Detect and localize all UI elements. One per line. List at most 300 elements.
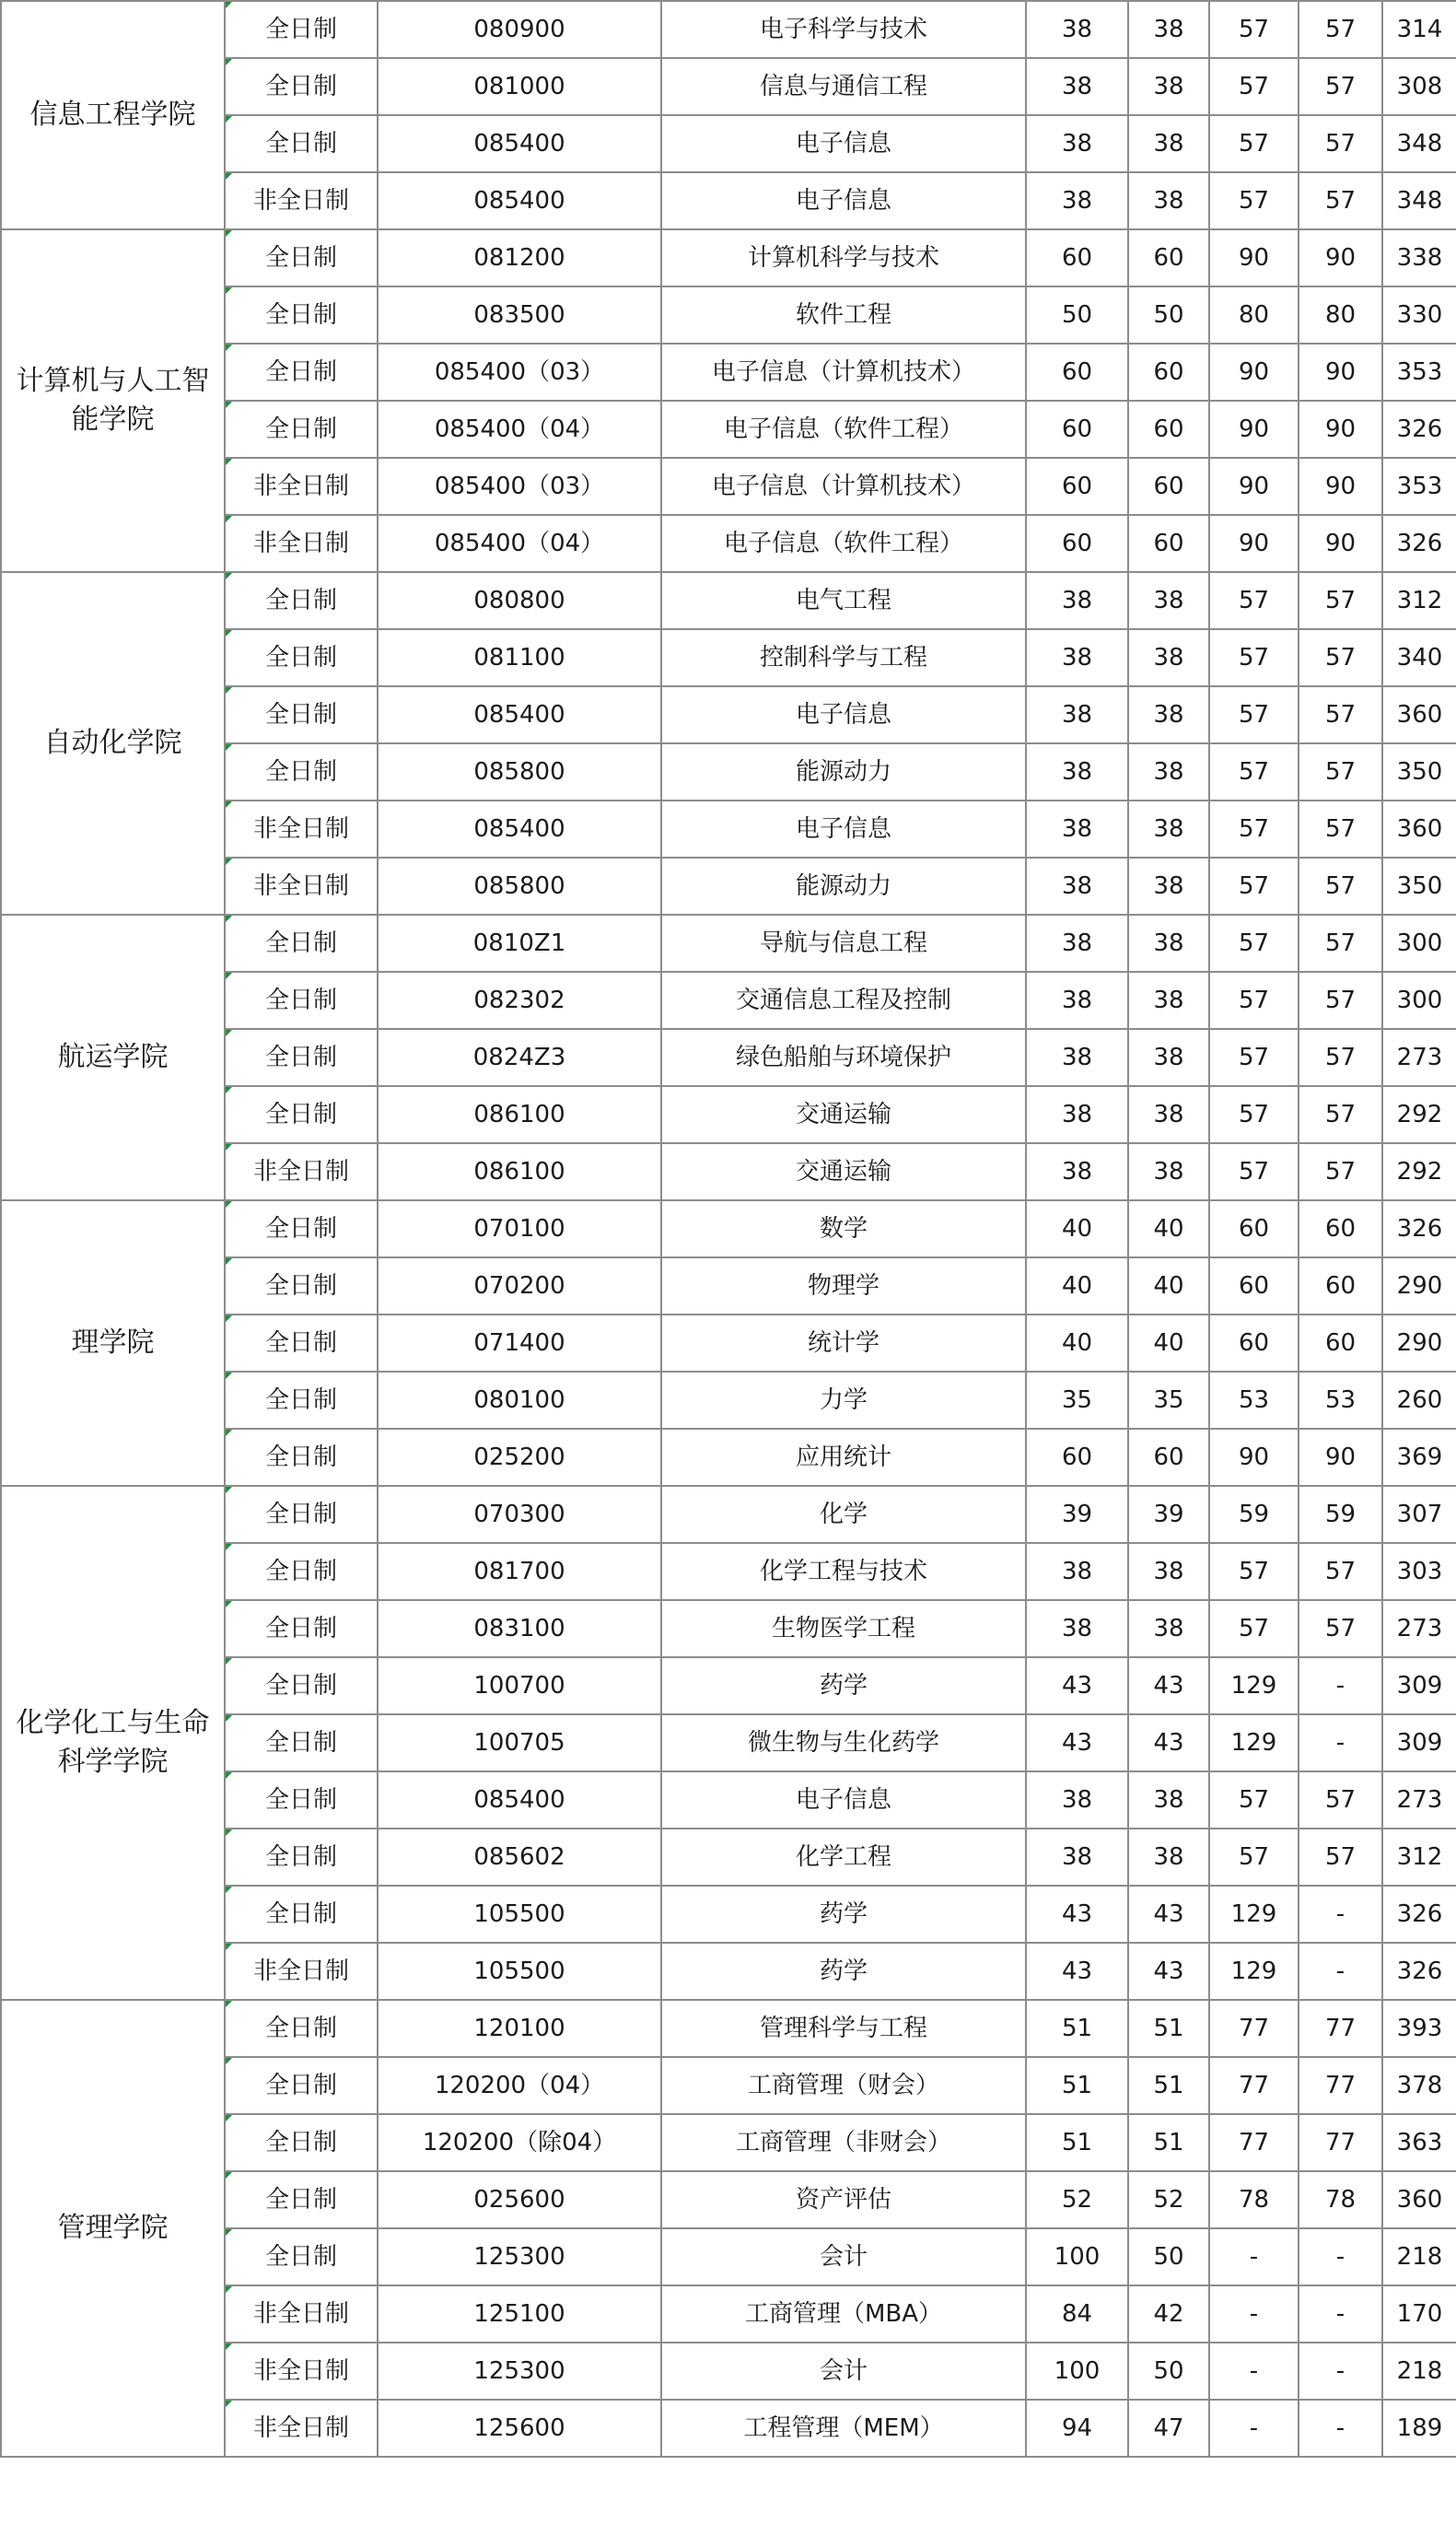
college-name-cell: 管理学院 <box>1 2000 225 2457</box>
score-1-cell: 100 <box>1026 2343 1128 2400</box>
total-score-cell: 326 <box>1382 515 1456 572</box>
score-2-cell: 35 <box>1128 1372 1209 1429</box>
mode-cell: 非全日制 <box>225 2343 378 2400</box>
score-2-cell: 42 <box>1128 2285 1209 2343</box>
score-4-cell: 57 <box>1299 572 1382 629</box>
major-cell: 信息与通信工程 <box>661 58 1026 115</box>
code-cell: 025200 <box>378 1429 661 1486</box>
code-cell: 120100 <box>378 2000 661 2057</box>
total-score-cell: 353 <box>1382 344 1456 401</box>
mode-cell: 全日制 <box>225 1771 378 1829</box>
score-2-cell: 38 <box>1128 572 1209 629</box>
total-score-cell: 314 <box>1382 1 1456 58</box>
score-4-cell: 60 <box>1299 1257 1382 1315</box>
code-cell: 100700 <box>378 1657 661 1714</box>
total-score-cell: 326 <box>1382 1200 1456 1257</box>
major-cell: 计算机科学与技术 <box>661 229 1026 286</box>
major-cell: 物理学 <box>661 1257 1026 1315</box>
table-row <box>1 2000 1456 2057</box>
major-cell: 电子科学与技术 <box>661 1 1026 58</box>
major-cell: 药学 <box>661 1657 1026 1714</box>
mode-cell: 全日制 <box>225 1 378 58</box>
score-2-cell: 50 <box>1128 2343 1209 2400</box>
mode-cell: 全日制 <box>225 1086 378 1143</box>
score-3-cell: 57 <box>1209 572 1299 629</box>
major-cell: 药学 <box>661 1886 1026 1943</box>
mode-cell: 非全日制 <box>225 1943 378 2000</box>
code-cell: 085602 <box>378 1829 661 1886</box>
score-2-cell: 52 <box>1128 2171 1209 2228</box>
score-1-cell: 38 <box>1026 858 1128 915</box>
score-4-cell: 57 <box>1299 1086 1382 1143</box>
score-3-cell: 57 <box>1209 1029 1299 1086</box>
total-score-cell: 218 <box>1382 2228 1456 2285</box>
score-1-cell: 38 <box>1026 1543 1128 1600</box>
score-2-cell: 38 <box>1128 172 1209 229</box>
score-3-cell: 57 <box>1209 629 1299 686</box>
total-score-cell: 309 <box>1382 1714 1456 1771</box>
score-3-cell: 90 <box>1209 229 1299 286</box>
score-3-cell: 90 <box>1209 1429 1299 1486</box>
code-cell: 085400（03） <box>378 344 661 401</box>
major-cell: 交通运输 <box>661 1143 1026 1200</box>
score-2-cell: 51 <box>1128 2114 1209 2171</box>
score-4-cell: 60 <box>1299 1200 1382 1257</box>
mode-cell: 全日制 <box>225 1486 378 1543</box>
score-4-cell: - <box>1299 1714 1382 1771</box>
score-1-cell: 40 <box>1026 1315 1128 1372</box>
mode-cell: 全日制 <box>225 1886 378 1943</box>
score-3-cell: 57 <box>1209 801 1299 858</box>
mode-cell: 全日制 <box>225 2000 378 2057</box>
score-2-cell: 38 <box>1128 801 1209 858</box>
score-3-cell: 129 <box>1209 1714 1299 1771</box>
mode-cell: 非全日制 <box>225 858 378 915</box>
score-2-cell: 40 <box>1128 1200 1209 1257</box>
code-cell: 0824Z3 <box>378 1029 661 1086</box>
major-cell: 应用统计 <box>661 1429 1026 1486</box>
mode-cell: 非全日制 <box>225 458 378 515</box>
score-4-cell: 57 <box>1299 172 1382 229</box>
mode-cell: 全日制 <box>225 115 378 172</box>
mode-cell: 全日制 <box>225 58 378 115</box>
score-4-cell: 57 <box>1299 686 1382 743</box>
score-1-cell: 43 <box>1026 1886 1128 1943</box>
code-cell: 105500 <box>378 1886 661 1943</box>
mode-cell: 非全日制 <box>225 2400 378 2457</box>
score-3-cell: 77 <box>1209 2000 1299 2057</box>
table-body <box>1 1 1456 2457</box>
major-cell: 交通运输 <box>661 1086 1026 1143</box>
total-score-cell: 300 <box>1382 915 1456 972</box>
score-3-cell: 53 <box>1209 1372 1299 1429</box>
score-4-cell: 57 <box>1299 1 1382 58</box>
score-1-cell: 38 <box>1026 172 1128 229</box>
mode-cell: 全日制 <box>225 686 378 743</box>
college-name-cell: 理学院 <box>1 1200 225 1486</box>
major-cell: 工程管理（MEM） <box>661 2400 1026 2457</box>
major-cell: 能源动力 <box>661 743 1026 801</box>
score-4-cell: 90 <box>1299 515 1382 572</box>
mode-cell: 全日制 <box>225 2057 378 2114</box>
code-cell: 083100 <box>378 1600 661 1657</box>
total-score-cell: 353 <box>1382 458 1456 515</box>
score-3-cell: 57 <box>1209 115 1299 172</box>
score-4-cell: 57 <box>1299 1600 1382 1657</box>
score-2-cell: 60 <box>1128 1429 1209 1486</box>
score-4-cell: 77 <box>1299 2057 1382 2114</box>
score-1-cell: 51 <box>1026 2000 1128 2057</box>
score-2-cell: 38 <box>1128 1086 1209 1143</box>
score-4-cell: 90 <box>1299 401 1382 458</box>
total-score-cell: 290 <box>1382 1315 1456 1372</box>
score-3-cell: - <box>1209 2343 1299 2400</box>
score-4-cell: 90 <box>1299 1429 1382 1486</box>
score-1-cell: 60 <box>1026 344 1128 401</box>
score-4-cell: 57 <box>1299 629 1382 686</box>
score-2-cell: 43 <box>1128 1886 1209 1943</box>
total-score-cell: 326 <box>1382 1943 1456 2000</box>
code-cell: 025600 <box>378 2171 661 2228</box>
score-3-cell: 57 <box>1209 743 1299 801</box>
score-3-cell: 90 <box>1209 458 1299 515</box>
score-2-cell: 38 <box>1128 686 1209 743</box>
total-score-cell: 309 <box>1382 1657 1456 1714</box>
score-1-cell: 38 <box>1026 58 1128 115</box>
code-cell: 085400 <box>378 115 661 172</box>
score-1-cell: 60 <box>1026 515 1128 572</box>
score-4-cell: 59 <box>1299 1486 1382 1543</box>
score-4-cell: 57 <box>1299 743 1382 801</box>
mode-cell: 全日制 <box>225 1029 378 1086</box>
score-1-cell: 38 <box>1026 1143 1128 1200</box>
score-2-cell: 43 <box>1128 1657 1209 1714</box>
major-cell: 会计 <box>661 2228 1026 2285</box>
college-name-cell: 信息工程学院 <box>1 1 225 229</box>
score-2-cell: 51 <box>1128 2057 1209 2114</box>
score-3-cell: 57 <box>1209 858 1299 915</box>
total-score-cell: 273 <box>1382 1600 1456 1657</box>
mode-cell: 非全日制 <box>225 515 378 572</box>
score-2-cell: 50 <box>1128 2228 1209 2285</box>
major-cell: 工商管理（MBA） <box>661 2285 1026 2343</box>
total-score-cell: 348 <box>1382 172 1456 229</box>
score-1-cell: 43 <box>1026 1943 1128 2000</box>
score-4-cell: - <box>1299 1657 1382 1714</box>
score-2-cell: 43 <box>1128 1943 1209 2000</box>
total-score-cell: 308 <box>1382 58 1456 115</box>
score-1-cell: 50 <box>1026 286 1128 344</box>
score-2-cell: 38 <box>1128 629 1209 686</box>
major-cell: 力学 <box>661 1372 1026 1429</box>
score-2-cell: 38 <box>1128 1600 1209 1657</box>
total-score-cell: 340 <box>1382 629 1456 686</box>
code-cell: 085800 <box>378 743 661 801</box>
score-1-cell: 52 <box>1026 2171 1128 2228</box>
score-4-cell: 57 <box>1299 972 1382 1029</box>
score-4-cell: 57 <box>1299 115 1382 172</box>
major-cell: 工商管理（财会） <box>661 2057 1026 2114</box>
score-3-cell: 90 <box>1209 344 1299 401</box>
score-1-cell: 60 <box>1026 458 1128 515</box>
score-3-cell: 60 <box>1209 1200 1299 1257</box>
score-1-cell: 38 <box>1026 1771 1128 1829</box>
total-score-cell: 300 <box>1382 972 1456 1029</box>
score-3-cell: 57 <box>1209 58 1299 115</box>
score-2-cell: 38 <box>1128 1829 1209 1886</box>
major-cell: 电子信息 <box>661 1771 1026 1829</box>
total-score-cell: 350 <box>1382 743 1456 801</box>
mode-cell: 全日制 <box>225 286 378 344</box>
mode-cell: 全日制 <box>225 1600 378 1657</box>
major-cell: 绿色船舶与环境保护 <box>661 1029 1026 1086</box>
code-cell: 081700 <box>378 1543 661 1600</box>
mode-cell: 全日制 <box>225 2228 378 2285</box>
score-1-cell: 35 <box>1026 1372 1128 1429</box>
score-3-cell: 57 <box>1209 1543 1299 1600</box>
mode-cell: 全日制 <box>225 1315 378 1372</box>
table-row <box>1 229 1456 286</box>
major-cell: 电子信息（计算机技术） <box>661 458 1026 515</box>
major-cell: 电子信息 <box>661 115 1026 172</box>
total-score-cell: 338 <box>1382 229 1456 286</box>
score-1-cell: 39 <box>1026 1486 1128 1543</box>
mode-cell: 非全日制 <box>225 1143 378 1200</box>
total-score-cell: 363 <box>1382 2114 1456 2171</box>
mode-cell: 非全日制 <box>225 2285 378 2343</box>
total-score-cell: 170 <box>1382 2285 1456 2343</box>
score-1-cell: 84 <box>1026 2285 1128 2343</box>
score-3-cell: 60 <box>1209 1315 1299 1372</box>
total-score-cell: 290 <box>1382 1257 1456 1315</box>
mode-cell: 全日制 <box>225 2114 378 2171</box>
total-score-cell: 303 <box>1382 1543 1456 1600</box>
major-cell: 化学工程 <box>661 1829 1026 1886</box>
mode-cell: 非全日制 <box>225 801 378 858</box>
major-cell: 管理科学与工程 <box>661 2000 1026 2057</box>
code-cell: 085400（04） <box>378 401 661 458</box>
mode-cell: 全日制 <box>225 1829 378 1886</box>
mode-cell: 全日制 <box>225 1657 378 1714</box>
total-score-cell: 312 <box>1382 1829 1456 1886</box>
score-3-cell: 77 <box>1209 2057 1299 2114</box>
total-score-cell: 378 <box>1382 2057 1456 2114</box>
code-cell: 081200 <box>378 229 661 286</box>
score-3-cell: 57 <box>1209 915 1299 972</box>
score-1-cell: 60 <box>1026 401 1128 458</box>
major-cell: 数学 <box>661 1200 1026 1257</box>
score-2-cell: 38 <box>1128 915 1209 972</box>
code-cell: 085400（03） <box>378 458 661 515</box>
score-3-cell: 57 <box>1209 1086 1299 1143</box>
code-cell: 070100 <box>378 1200 661 1257</box>
score-2-cell: 38 <box>1128 1771 1209 1829</box>
score-3-cell: 90 <box>1209 515 1299 572</box>
code-cell: 105500 <box>378 1943 661 2000</box>
score-2-cell: 39 <box>1128 1486 1209 1543</box>
major-cell: 药学 <box>661 1943 1026 2000</box>
mode-cell: 全日制 <box>225 743 378 801</box>
major-cell: 电子信息 <box>661 172 1026 229</box>
score-2-cell: 38 <box>1128 1 1209 58</box>
major-cell: 工商管理（非财会） <box>661 2114 1026 2171</box>
code-cell: 120200（除04） <box>378 2114 661 2171</box>
college-name-cell: 计算机与人工智能学院 <box>1 229 225 572</box>
score-1-cell: 38 <box>1026 1086 1128 1143</box>
major-cell: 资产评估 <box>661 2171 1026 2228</box>
score-1-cell: 51 <box>1026 2057 1128 2114</box>
code-cell: 070200 <box>378 1257 661 1315</box>
score-4-cell: 57 <box>1299 915 1382 972</box>
score-3-cell: 129 <box>1209 1886 1299 1943</box>
score-4-cell: 53 <box>1299 1372 1382 1429</box>
score-2-cell: 60 <box>1128 458 1209 515</box>
score-4-cell: 90 <box>1299 344 1382 401</box>
score-3-cell: 57 <box>1209 686 1299 743</box>
score-4-cell: 57 <box>1299 58 1382 115</box>
score-3-cell: 60 <box>1209 1257 1299 1315</box>
score-4-cell: 78 <box>1299 2171 1382 2228</box>
score-3-cell: 57 <box>1209 1 1299 58</box>
code-cell: 080900 <box>378 1 661 58</box>
total-score-cell: 369 <box>1382 1429 1456 1486</box>
code-cell: 100705 <box>378 1714 661 1771</box>
mode-cell: 全日制 <box>225 1200 378 1257</box>
score-3-cell: 57 <box>1209 1143 1299 1200</box>
code-cell: 0810Z1 <box>378 915 661 972</box>
score-4-cell: 80 <box>1299 286 1382 344</box>
major-cell: 导航与信息工程 <box>661 915 1026 972</box>
code-cell: 085400 <box>378 1771 661 1829</box>
score-2-cell: 60 <box>1128 515 1209 572</box>
score-2-cell: 38 <box>1128 858 1209 915</box>
score-1-cell: 60 <box>1026 1429 1128 1486</box>
score-1-cell: 94 <box>1026 2400 1128 2457</box>
score-4-cell: 57 <box>1299 1771 1382 1829</box>
total-score-cell: 350 <box>1382 858 1456 915</box>
major-cell: 能源动力 <box>661 858 1026 915</box>
code-cell: 081000 <box>378 58 661 115</box>
code-cell: 081100 <box>378 629 661 686</box>
code-cell: 125100 <box>378 2285 661 2343</box>
mode-cell: 全日制 <box>225 229 378 286</box>
score-2-cell: 38 <box>1128 115 1209 172</box>
score-4-cell: - <box>1299 2400 1382 2457</box>
total-score-cell: 292 <box>1382 1086 1456 1143</box>
score-3-cell: - <box>1209 2285 1299 2343</box>
mode-cell: 全日制 <box>225 572 378 629</box>
major-cell: 交通信息工程及控制 <box>661 972 1026 1029</box>
mode-cell: 全日制 <box>225 1543 378 1600</box>
score-3-cell: 129 <box>1209 1657 1299 1714</box>
major-cell: 化学 <box>661 1486 1026 1543</box>
major-cell: 电子信息（软件工程） <box>661 515 1026 572</box>
major-cell: 生物医学工程 <box>661 1600 1026 1657</box>
score-2-cell: 40 <box>1128 1315 1209 1372</box>
score-2-cell: 38 <box>1128 1543 1209 1600</box>
score-1-cell: 38 <box>1026 743 1128 801</box>
code-cell: 085400（04） <box>378 515 661 572</box>
score-4-cell: - <box>1299 2343 1382 2400</box>
mode-cell: 全日制 <box>225 401 378 458</box>
score-2-cell: 51 <box>1128 2000 1209 2057</box>
mode-cell: 全日制 <box>225 2171 378 2228</box>
total-score-cell: 330 <box>1382 286 1456 344</box>
score-3-cell: 77 <box>1209 2114 1299 2171</box>
score-4-cell: 90 <box>1299 229 1382 286</box>
score-4-cell: - <box>1299 1943 1382 2000</box>
score-4-cell: - <box>1299 2228 1382 2285</box>
score-4-cell: 57 <box>1299 801 1382 858</box>
score-4-cell: 57 <box>1299 1143 1382 1200</box>
score-4-cell: 57 <box>1299 858 1382 915</box>
major-cell: 控制科学与工程 <box>661 629 1026 686</box>
mode-cell: 全日制 <box>225 1714 378 1771</box>
total-score-cell: 360 <box>1382 2171 1456 2228</box>
score-2-cell: 38 <box>1128 972 1209 1029</box>
score-1-cell: 38 <box>1026 972 1128 1029</box>
table-row <box>1 1 1456 58</box>
code-cell: 086100 <box>378 1143 661 1200</box>
score-2-cell: 43 <box>1128 1714 1209 1771</box>
score-3-cell: 57 <box>1209 172 1299 229</box>
total-score-cell: 393 <box>1382 2000 1456 2057</box>
code-cell: 080100 <box>378 1372 661 1429</box>
score-4-cell: 90 <box>1299 458 1382 515</box>
college-name-cell: 自动化学院 <box>1 572 225 915</box>
major-cell: 电子信息 <box>661 686 1026 743</box>
score-1-cell: 38 <box>1026 629 1128 686</box>
score-2-cell: 60 <box>1128 401 1209 458</box>
total-score-cell: 273 <box>1382 1029 1456 1086</box>
score-1-cell: 38 <box>1026 915 1128 972</box>
mode-cell: 全日制 <box>225 915 378 972</box>
score-1-cell: 38 <box>1026 1 1128 58</box>
total-score-cell: 218 <box>1382 2343 1456 2400</box>
score-2-cell: 47 <box>1128 2400 1209 2457</box>
score-1-cell: 38 <box>1026 686 1128 743</box>
score-4-cell: 57 <box>1299 1543 1382 1600</box>
code-cell: 085400 <box>378 801 661 858</box>
total-score-cell: 312 <box>1382 572 1456 629</box>
score-2-cell: 38 <box>1128 743 1209 801</box>
total-score-cell: 189 <box>1382 2400 1456 2457</box>
score-1-cell: 40 <box>1026 1257 1128 1315</box>
total-score-cell: 273 <box>1382 1771 1456 1829</box>
code-cell: 080800 <box>378 572 661 629</box>
mode-cell: 全日制 <box>225 1257 378 1315</box>
college-name-cell: 航运学院 <box>1 915 225 1200</box>
table-row <box>1 1200 1456 1257</box>
major-cell: 软件工程 <box>661 286 1026 344</box>
score-3-cell: 59 <box>1209 1486 1299 1543</box>
table-row <box>1 1486 1456 1543</box>
score-2-cell: 38 <box>1128 58 1209 115</box>
mode-cell: 全日制 <box>225 344 378 401</box>
score-2-cell: 40 <box>1128 1257 1209 1315</box>
mode-cell: 全日制 <box>225 972 378 1029</box>
score-2-cell: 38 <box>1128 1029 1209 1086</box>
major-cell: 电气工程 <box>661 572 1026 629</box>
score-3-cell: 129 <box>1209 1943 1299 2000</box>
major-cell: 电子信息（计算机技术） <box>661 344 1026 401</box>
code-cell: 120200（04） <box>378 2057 661 2114</box>
score-1-cell: 40 <box>1026 1200 1128 1257</box>
mode-cell: 全日制 <box>225 1429 378 1486</box>
code-cell: 070300 <box>378 1486 661 1543</box>
score-1-cell: 38 <box>1026 801 1128 858</box>
score-3-cell: 57 <box>1209 1771 1299 1829</box>
